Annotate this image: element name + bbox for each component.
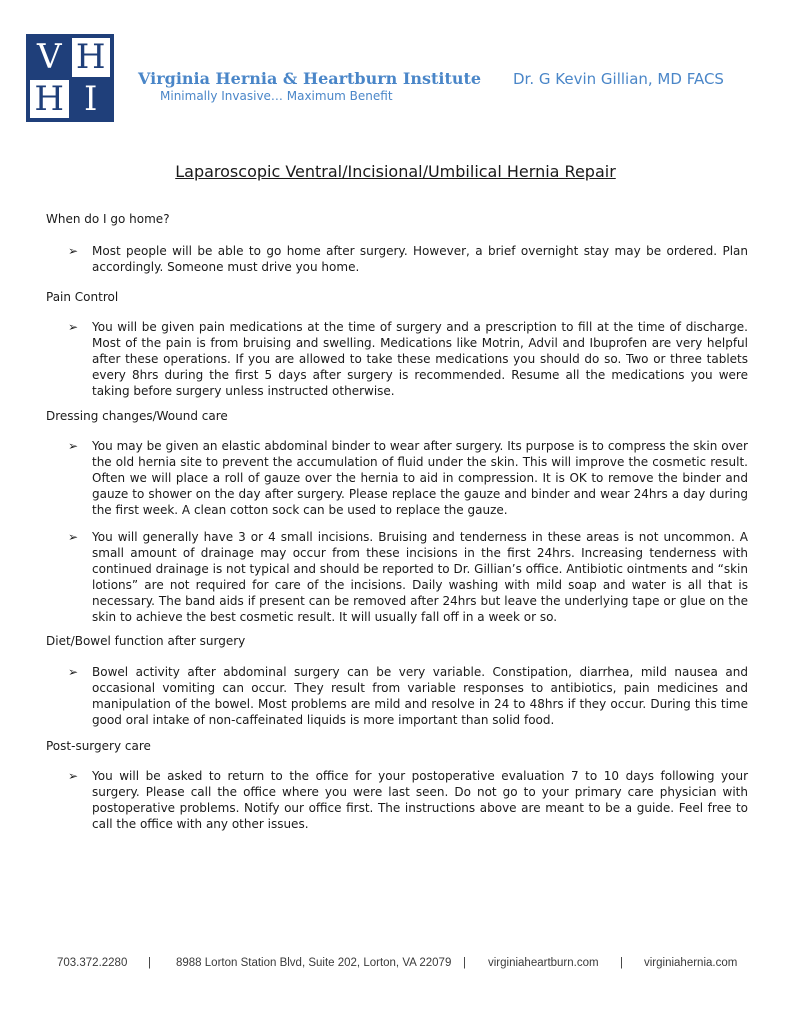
arrow-bullet-icon: ➢: [68, 665, 79, 679]
section-heading-wound-care: Dressing changes/Wound care: [46, 409, 228, 423]
bullet-text: Bowel activity after abdominal surgery can be very variable. Constipation, diarrhea, mild nausea and occasional vomiting can occur. They result from variable responses to antibiotics, pain medicines and manipulation of the bowel. Most problems are mild and resolve in 24 to 48hrs if they occur. During this time good oral intake of non-caffeinated liquids is more important than solid food.: [92, 665, 748, 727]
bullet-item: [68, 768, 748, 832]
bullet-item: [68, 529, 748, 625]
bullet-item: [68, 319, 748, 399]
footer-website-heartburn[interactable]: virginiaheartburn.com: [488, 957, 599, 969]
footer-separator: |: [463, 957, 466, 969]
logo-letter: H: [72, 38, 111, 77]
document-title: Laparoscopic Ventral/Incisional/Umbilical Hernia Repair: [175, 162, 616, 181]
institute-tagline: Minimally Invasive… Maximum Benefit: [160, 89, 393, 103]
logo-letter: I: [72, 80, 111, 119]
logo-letter: V: [30, 38, 69, 77]
arrow-bullet-icon: ➢: [68, 244, 79, 258]
footer-website-hernia[interactable]: virginiahernia.com: [644, 957, 738, 969]
arrow-bullet-icon: ➢: [68, 530, 79, 544]
section-heading-post-surgery: Post-surgery care: [46, 739, 151, 753]
bullet-item: [68, 664, 748, 728]
arrow-bullet-icon: ➢: [68, 439, 79, 453]
footer-separator: |: [620, 957, 623, 969]
bullet-text: You will generally have 3 or 4 small incisions. Bruising and tenderness in these areas is not uncommon. A small amount of drainage may occur from these incisions in the first 24hrs. Increasing tenderness with continued drainage is not typical and should be reported to Dr. Gillian’s office. Antibiotic ointments and “skin lotions” are not required for care of the incisions. Daily washing with mild soap and water is all that is necessary. The band aids if present can be removed after 24hrs but leave the underlying tape or glue on the skin to achieve the best cosmetic result. It will usually fall off in a week or so.: [92, 530, 748, 624]
footer-address: 8988 Lorton Station Blvd, Suite 202, Lorton, VA 22079: [176, 957, 452, 969]
footer-phone: 703.372.2280: [57, 957, 128, 969]
vhhi-logo: [26, 34, 114, 122]
bullet-item: [68, 438, 748, 518]
institute-name: Virginia Hernia & Heartburn Institute: [138, 69, 482, 88]
bullet-text: You will be asked to return to the office for your postoperative evaluation 7 to 10 days following your surgery. Please call the office where you were last seen. Do not go to your primary care physician with postoperative problems. Notify our office first. The instructions above are meant to be a guide. Feel free to call the office with any other issues.: [92, 769, 748, 831]
bullet-text: You may be given an elastic abdominal binder to wear after surgery. Its purpose is to compress the skin over the old hernia site to prevent the accumulation of fluid under the skin. This will improve the cosmetic result. Often we will place a roll of gauze over the hernia to aid in compression. It is OK to remove the binder and gauze to shower on the day after surgery. Please replace the gauze and binder and wear 24hrs a day during the first week. A clean cotton sock can be used to replace the gauze.: [92, 439, 748, 517]
section-heading-diet-bowel: Diet/Bowel function after surgery: [46, 634, 246, 648]
footer-separator: |: [148, 957, 151, 969]
doctor-name: Dr. G Kevin Gillian, MD FACS: [513, 70, 724, 88]
bullet-text: Most people will be able to go home after surgery. However, a brief overnight stay may be ordered. Plan accordingly. Someone must drive you home.: [92, 244, 748, 274]
logo-letter: H: [30, 80, 69, 119]
section-heading-going-home: When do I go home?: [46, 212, 170, 226]
arrow-bullet-icon: ➢: [68, 769, 79, 783]
arrow-bullet-icon: ➢: [68, 320, 79, 334]
section-heading-pain-control: Pain Control: [46, 290, 119, 304]
bullet-text: You will be given pain medications at the time of surgery and a prescription to fill at the time of discharge. Most of the pain is from bruising and swelling. Medications like Motrin, Advil and Ibuprofen are very helpful after these operations. If you are allowed to take these medications you should do so. Two or three tablets every 8hrs during the first 5 days after surgery is recommended. Resume all the medications you were taking before surgery unless instructed otherwise.: [92, 320, 748, 398]
bullet-item: [68, 243, 748, 275]
